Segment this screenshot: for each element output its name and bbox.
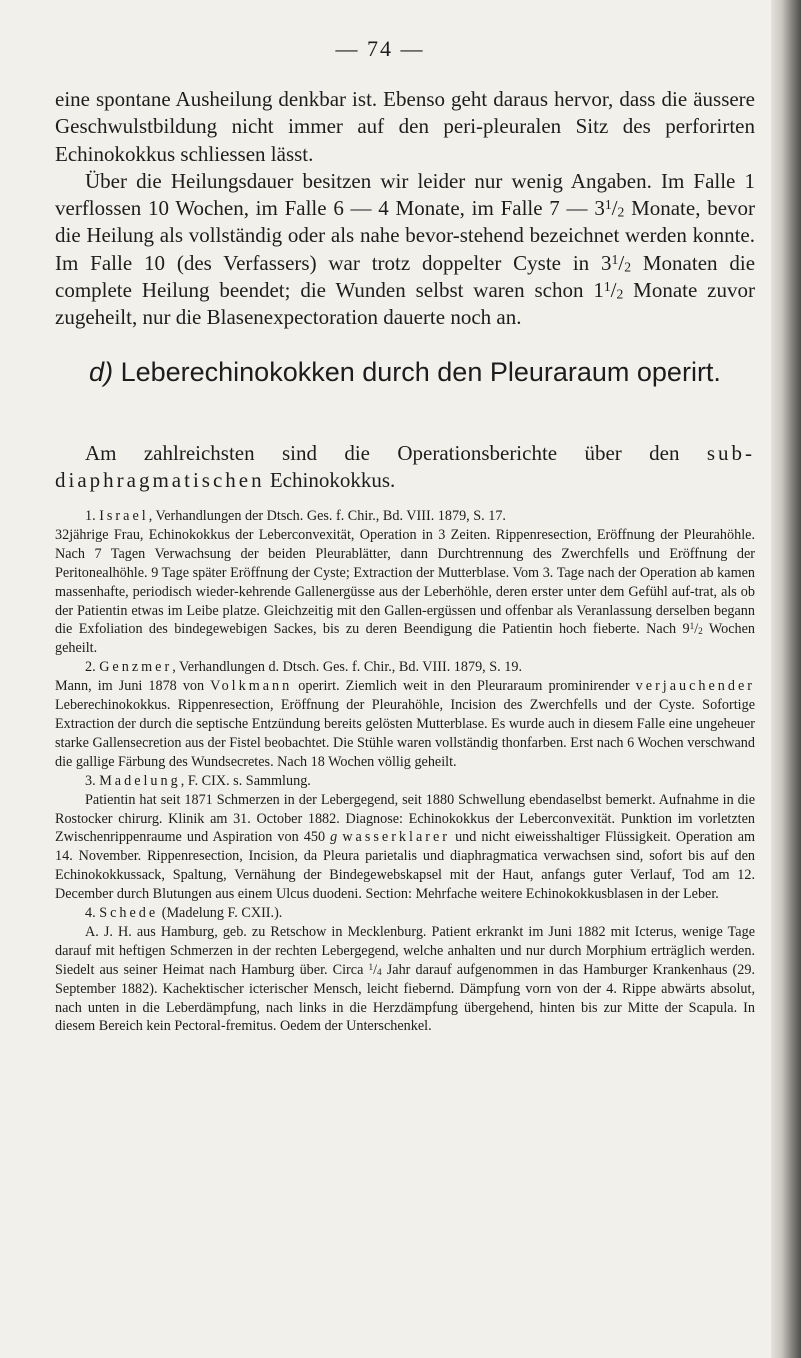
intro-text (55, 86, 755, 332)
page-number: — 74 — (335, 36, 425, 61)
lead-paragraph: Am zahlreichsten sind die Operationsberichte über den sub-diaphragmatischen Echinokokkus. (55, 441, 755, 493)
fraction-one-half: $1^1/_2$ (593, 278, 624, 303)
case-author: Madelung (99, 772, 181, 789)
healing-text-2: Monate, bevor die Heilung als vollständig oder als nahe bevor-stehend bezeichnet werden konnte. Im Falle 10 (des Verfassers) war trotz doppelter Cyste in (55, 196, 756, 275)
case-reference: 3. Madelung, F. CIX. s. Sammlung. (85, 772, 311, 789)
section-heading (55, 354, 755, 390)
case-author: Israel (99, 508, 149, 524)
surgeon-name: Volkmann (210, 678, 293, 695)
case-reference: 4. Schede (Madelung F. CXII.). (85, 905, 283, 922)
healing-duration-paragraph (55, 168, 755, 332)
case-reference: 2. Genzmer, Verhandlungen d. Dtsch. Ges. f. Chir., Bd. VIII. 1879, S. 19. (85, 659, 522, 676)
case-body: Patientin hat seit 1871 Schmerzen in der Lebergegend, seit 1880 Schwellung ebendaselbst bemerkt. Aufnahme in die Rostocker chirurg. Klinik am 31. October 1882. Diagnose: Echinokokkus der Leberconvexität. Punktion im vorletzten Zwischenrippenraume und Aspiration von 450 g wasserklarer und nicht eiweisshaltiger Flüssigkeit. Operation am 14. November. Rippenresection, Incision, da Pleura parietalis und diaphragmatica verwachsen sind, sofort bis auf den Echinokokkussack, Spaltung, Vernähung der Bindegewebskapsel mit der Haut, anfangs guter Verlauf, Tod am 12. December durch Blutungen aus einem Ulcus duodeni. Section: Mehrfache weitere Echinokokkusblasen in der Leber. (55, 791, 756, 903)
section-letter: d) (89, 357, 114, 387)
fraction-three-half: $3^1/_2$ (594, 196, 625, 221)
fraction-nine-half: $9^1/_2$ (682, 621, 703, 638)
intro-paragraph: eine spontane Ausheilung denkbar ist. Ebenso geht daraus hervor, dass die äussere Geschwulstbildung nicht immer auf den peri-pleuralen Sitz des perforirten Echinokokkus schliessen lässt. (55, 87, 755, 166)
case-body: A. J. H. aus Hamburg, geb. zu Retschow in Mecklenburg. Patient erkrankt im Juni 1882 mit Icterus, wenige Tage darauf mit heftigen Schmerzen in der rechten Lebergegend, welche anhalten und nur durch Morphium erträglich werden. Siedelt aus seiner Heimat nach Hamburg über. Circa $^1/_4$ Jahr darauf aufgenommen in das Hamburger Krankenhaus (29. September 1882). Kachektischer icterischer Mensch, leicht fiebernd. Dämpfung vorn von der 4. Rippe abwärts absolut, nach unten in die Leberdämpfung, nach links in die Herzdämpfung übergehend, hinten bis zur Mitte der Scapula. In diesem Bereich kein Pectoral-fremitus. Oedem der Unterschenkel. (55, 923, 756, 1035)
healing-text-3: Monaten die complete Heilung beendet; die Wunden selbst waren schon (55, 250, 756, 303)
emphasis-term: wasserklarer (342, 829, 450, 846)
fraction-three-half-2: $3^1/_2$ (601, 250, 632, 275)
lead-text (55, 440, 755, 495)
healing-text-4: Monate zuvor zugeheilt, nur die Blasenexpectoration dauerte noch an. (55, 278, 755, 330)
spaced-term: sub-diaphragmatischen (55, 441, 755, 493)
emphasis-term: verjauchender (635, 678, 756, 695)
case-reference: 1. Israel, Verhandlungen der Dtsch. Ges. f. Chir., Bd. VIII. 1879, S. 17. (85, 508, 506, 524)
fraction-quarter: $^1/_4$ (368, 961, 382, 978)
scan-page-edge (771, 0, 801, 1358)
case-body: Mann, im Juni 1878 von Volkmann operirt. Ziemlich weit in den Pleuraraum prominirender verjauchender Leberechinokokkus. Rippenresection, Eröffnung der Pleurahöhle, Incision des Zwerchfells und der Cyste. Sofortige Extraction der durch die septische Entzündung bereits gelösten Mutterblase. Es wurde auch in diesem Falle eine ungeheuer starke Gallensecretion aus der Fistel beobachtet. Die Stühle waren vollständig thonfarben. Erst nach 6 Wochen verschwand die gallige Färbung des Wundsecretes. Nach 18 Wochen völlig geheilt. (55, 678, 756, 770)
healing-text-1: Über die Heilungsdauer besitzen wir leider nur wenig Angaben. Im Falle 1 verflossen 10 Wochen, im Falle 6 — 4 Monate, im Falle 7 — (55, 168, 755, 221)
case-author: Schede (99, 905, 159, 922)
unit-gram: g (330, 829, 338, 846)
section-title: Leberechinokokken durch den Pleuraraum operirt. (120, 357, 721, 387)
case-author: Genzmer (99, 659, 173, 676)
case-reports (55, 507, 755, 1036)
case-body: 32jährige Frau, Echinokokkus der Leberconvexität, Operation in 3 Zeiten. Rippenresection, Eröffnung der Pleurahöhle. Nach 7 Tagen Verwachsung der beiden Pleurablätter, dann Durchtrennung des Zwerchfells und Eröffnung der Peritonealhöhle. 9 Tage später Eröffnung der Cyste; Extraction der Mutterblase. Vom 3. Tage nach der Operation ab kamen massenhafte, periodisch wieder-kehrende Gallenergüsse aus der Leberhöhle, deren erster unter dem Gefühl auf-trat, als ob der Patientin etwas im Leibe platze. Gleichzeitig mit den Gallen-ergüssen und offenbar als Veranlassung derselben begann die Exfoliation des bindegewebigen Sackes, bis zu deren Beendigung die Patientin hoch fieberte. Nach $9^1/_2$ Wochen geheilt. (55, 526, 756, 657)
